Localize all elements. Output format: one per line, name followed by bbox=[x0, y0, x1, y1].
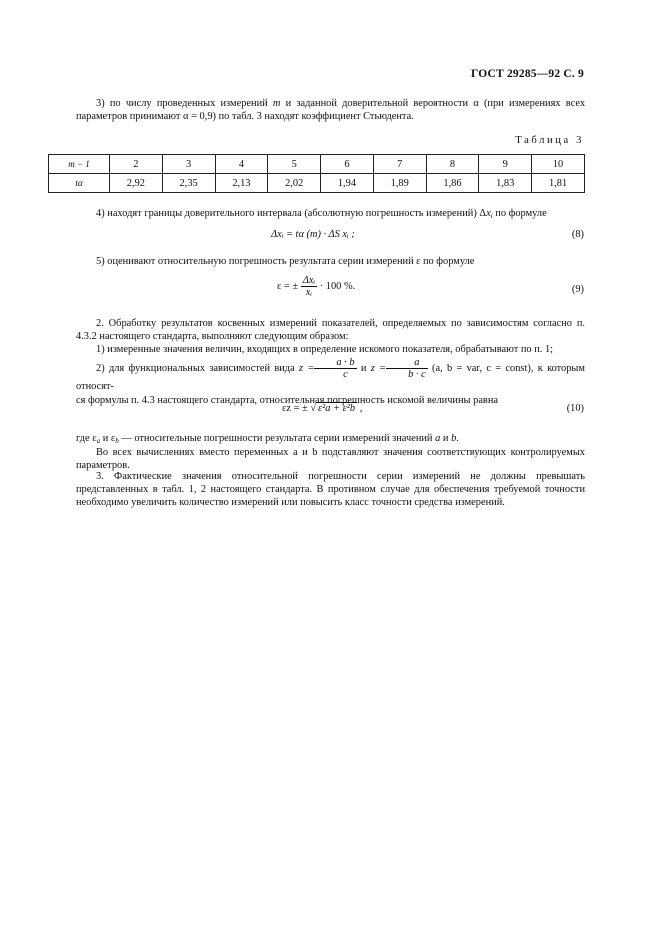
radicand: ε²a + ε²b bbox=[318, 403, 356, 414]
table-cell: 2,13 bbox=[215, 174, 268, 193]
paragraph-step-3 bbox=[76, 97, 585, 123]
text-italic: m bbox=[272, 98, 281, 109]
equation-number-10: (10) bbox=[566, 403, 584, 414]
text: (a, b = var, c = const), к которым относят- bbox=[76, 362, 585, 392]
table-cell: 1,83 bbox=[479, 174, 532, 193]
subscript: b bbox=[115, 437, 119, 445]
table-row-label: m − 1 bbox=[49, 155, 110, 174]
text: где ε bbox=[76, 433, 97, 444]
text-italic: x bbox=[486, 208, 491, 219]
page-header: ГОСТ 29285—92 С. 9 bbox=[471, 68, 584, 80]
equation-number-9: (9) bbox=[571, 284, 584, 295]
formula-10: εz = ± √ ε²a + ε²b , bbox=[282, 403, 363, 414]
fraction bbox=[301, 275, 317, 298]
formula-rhs: · 100 %. bbox=[319, 280, 356, 292]
paragraph-2-2 bbox=[76, 357, 585, 408]
paragraph-step-5 bbox=[76, 255, 585, 268]
numerator: a bbox=[386, 357, 428, 369]
formula-lhs: z = bbox=[370, 362, 387, 374]
student-coefficient-table bbox=[48, 154, 585, 193]
table-cell: 4 bbox=[215, 155, 268, 174]
text: и ε bbox=[100, 433, 116, 444]
text: по формуле bbox=[420, 256, 475, 267]
subscript: a bbox=[96, 437, 101, 445]
fraction bbox=[314, 357, 356, 380]
table-cell: 3 bbox=[162, 155, 215, 174]
table-cell: 2,02 bbox=[268, 174, 321, 193]
formula-lhs: εz = ± bbox=[282, 403, 308, 414]
text: и bbox=[356, 362, 371, 374]
table-cell: 2,35 bbox=[162, 174, 215, 193]
table-row bbox=[49, 174, 585, 193]
table-cell: 2 bbox=[110, 155, 163, 174]
formula-end: , bbox=[359, 403, 363, 414]
denominator: b · c bbox=[408, 369, 426, 380]
formula-9 bbox=[277, 275, 355, 298]
subscript: i bbox=[490, 212, 493, 220]
table-caption: Таблица 3 bbox=[515, 135, 584, 146]
table-row-label: tα bbox=[49, 174, 110, 193]
table-cell: 10 bbox=[532, 155, 585, 174]
formula-lhs: z = bbox=[299, 362, 315, 374]
text: — относительные погрешности результата серии измерений значений bbox=[118, 433, 436, 444]
numerator: a · b bbox=[314, 357, 356, 369]
text: 4) находят границы доверительного интервала (абсолютную погрешность измерений) Δ bbox=[96, 208, 487, 219]
text: 2) для функциональных зависимостей вида bbox=[96, 362, 299, 374]
table-cell: 6 bbox=[321, 155, 374, 174]
text: и bbox=[440, 433, 452, 444]
table-cell: 1,81 bbox=[532, 174, 585, 193]
text: 3) по числу проведенных измерений bbox=[96, 98, 273, 109]
text: . bbox=[456, 433, 459, 444]
table-cell: 8 bbox=[426, 155, 479, 174]
text-italic: b bbox=[451, 433, 457, 444]
text: ся формулы п. 4.3 настоящего стандарта, относительная погрешность искомой величины равна bbox=[76, 395, 499, 406]
text: 5) оценивают относительную погрешность результата серии измерений bbox=[96, 256, 417, 267]
text-italic: a bbox=[435, 433, 441, 444]
text: по формуле bbox=[492, 208, 547, 219]
formula-lhs: ε = ± bbox=[277, 280, 299, 292]
paragraph-2-1: 1) измеренные значения величин, входящих в определение искомого показателя, обрабатывают по п. 1; bbox=[96, 344, 554, 355]
text: и заданной доверительной вероятности α (при измерениях всех параметров принимают α = 0,9) по табл. 3 находят коэффициент Стьюдента. bbox=[76, 98, 586, 122]
table-cell: 2,92 bbox=[110, 174, 163, 193]
formula-8: Δxᵢ = tα (m) · ΔS xᵢ ; bbox=[271, 229, 355, 240]
fraction bbox=[386, 357, 428, 380]
paragraph-3: 3. Фактические значения относительной погрешности серии измерений не должны превышать представленных в табл. 1, 2 настоящего стандарта. В противном случае для обеспечения требуемой точности необходимо увеличить количество измерений или повысить класс точности средства измерений. bbox=[76, 471, 585, 508]
equation-number-8: (8) bbox=[571, 229, 584, 240]
table-row bbox=[49, 155, 585, 174]
text-italic: ε bbox=[416, 256, 421, 267]
table-cell: 1,86 bbox=[426, 174, 479, 193]
table-cell: 1,94 bbox=[321, 174, 374, 193]
numerator: Δxᵢ bbox=[302, 275, 316, 286]
paragraph-step-4 bbox=[76, 207, 585, 223]
table-cell: 1,89 bbox=[373, 174, 426, 193]
paragraph-variables: Во всех вычислениях вместо переменных a и b подставляют значения соответствующих контролируемых параметров. bbox=[76, 447, 585, 471]
denominator: xᵢ bbox=[305, 287, 313, 298]
table-cell: 7 bbox=[373, 155, 426, 174]
table-cell: 9 bbox=[479, 155, 532, 174]
denominator: c bbox=[343, 369, 348, 380]
paragraph-2: 2. Обработку результатов косвенных измерений показателей, определяемых по зависимостям согласно п. 4.3.2 настоящего стандарта, выполняют следующим образом: bbox=[76, 318, 585, 342]
table-cell: 5 bbox=[268, 155, 321, 174]
